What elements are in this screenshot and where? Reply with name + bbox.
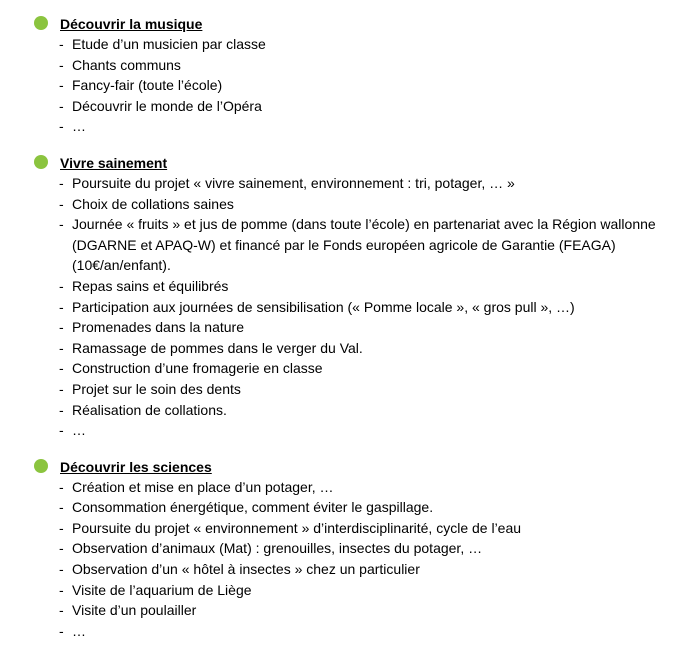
- list-item: - Réalisation de collations.: [59, 401, 227, 418]
- list-item: - Observation d’animaux (Mat) : grenouilles, insectes du potager, …: [59, 540, 483, 557]
- list-item: - Visite d’un poulailler: [59, 602, 197, 619]
- section-title: Découvrir les sciences: [60, 458, 212, 475]
- list-item: - Etude d’un musicien par classe: [59, 36, 266, 52]
- list-item: - Journée « fruits » et jus de pomme (dans toute l’école) en partenariat avec la Région wallonne (DGARNE et APAQ-W) et financé par le Fonds européen agricole de Garantie (FEAGA) (10€/an/enfant).: [59, 216, 656, 274]
- section-title: Découvrir la musique: [60, 16, 203, 32]
- list-item: - Chants communs: [59, 56, 181, 73]
- section-heading: [0, 153, 694, 173]
- list-item: - Choix de collations saines: [59, 195, 234, 212]
- list-item: - Fancy-fair (toute l’école): [59, 77, 223, 94]
- section-heading: [0, 457, 694, 477]
- green-bullet-icon: [34, 155, 48, 169]
- list-item: - Découvrir le monde de l’Opéra: [59, 97, 262, 114]
- section-title: Vivre sainement: [60, 154, 168, 171]
- list-item: - Poursuite du projet « vivre sainement, environnement : tri, potager, … »: [59, 174, 515, 191]
- list-item: - Observation d’un « hôtel à insectes » chez un particulier: [59, 561, 420, 578]
- list-item: - …: [59, 422, 86, 439]
- green-bullet-icon: [34, 459, 48, 473]
- list-item: - Poursuite du projet « environnement » d’interdisciplinarité, cycle de l’eau: [59, 519, 522, 536]
- section-musique: [0, 14, 694, 137]
- list-item: - Construction d’une fromagerie en classe: [59, 360, 323, 377]
- list-item: - Promenades dans la nature: [59, 319, 244, 336]
- section-vivre-sainement: [0, 153, 694, 441]
- list-item: - Ramassage de pommes dans le verger du Val.: [59, 339, 363, 356]
- item-list: [0, 477, 694, 642]
- section-heading: [0, 14, 694, 34]
- list-item: - Participation aux journées de sensibilisation (« Pomme locale », « gros pull », …): [59, 298, 575, 315]
- item-list: [0, 173, 694, 441]
- list-item: - Projet sur le soin des dents: [59, 380, 241, 397]
- section-sciences: [0, 457, 694, 642]
- list-item: - …: [59, 118, 86, 135]
- list-item: - …: [59, 622, 86, 639]
- item-list: [0, 34, 694, 137]
- list-item: - Consommation énergétique, comment éviter le gaspillage.: [59, 499, 434, 516]
- green-bullet-icon: [34, 16, 48, 30]
- list-item: - Création et mise en place d’un potager, …: [59, 478, 334, 495]
- list-item: - Visite de l’aquarium de Liège: [59, 581, 252, 598]
- list-item: - Repas sains et équilibrés: [59, 277, 229, 294]
